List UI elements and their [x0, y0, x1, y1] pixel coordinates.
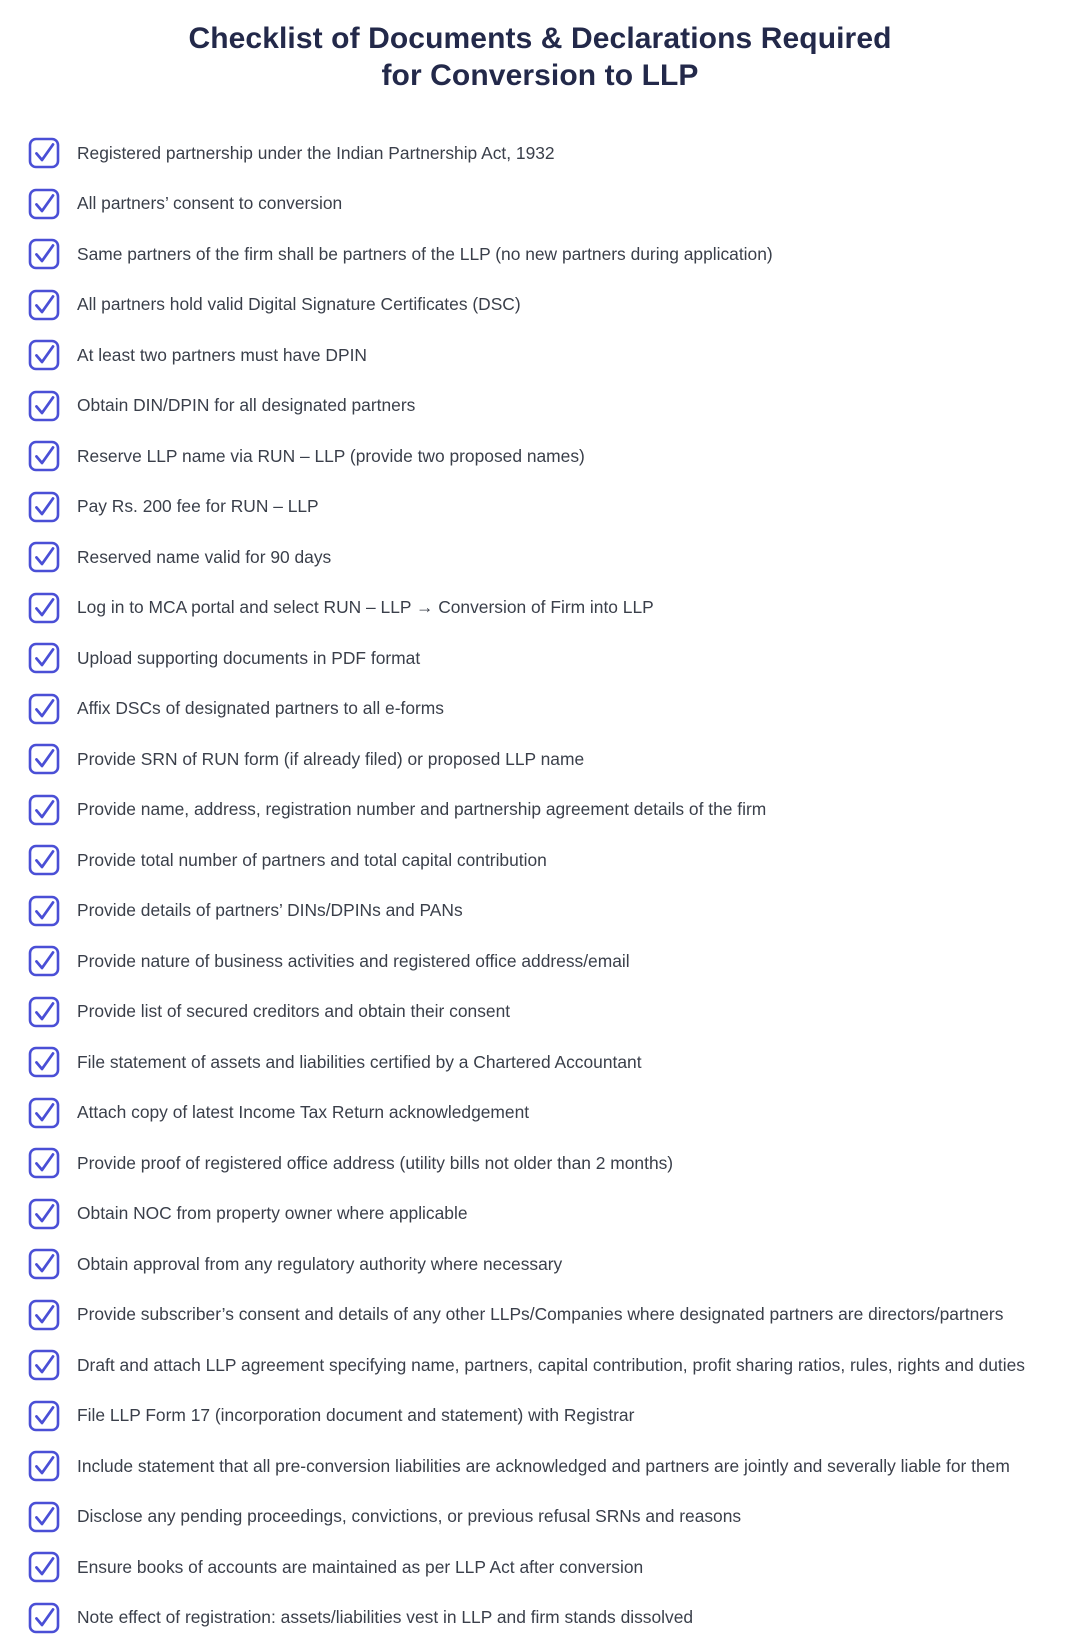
checklist-item-17	[28, 936, 1080, 987]
checked-checkbox-icon[interactable]	[28, 1097, 60, 1129]
checked-checkbox-icon[interactable]	[28, 794, 60, 826]
checked-checkbox-icon[interactable]	[28, 895, 60, 927]
checklist-item-label: Ensure books of accounts are maintained as per LLP Act after conversion	[77, 1557, 643, 1578]
checklist-item-label: Provide subscriber’s consent and details of any other LLPs/Companies where designated partners are directors/partners	[77, 1304, 1003, 1325]
checklist-item-19	[28, 1037, 1080, 1088]
checklist-item-23	[28, 1239, 1080, 1290]
checklist-item-18	[28, 987, 1080, 1038]
checklist-item-13	[28, 734, 1080, 785]
checklist-item-label: Note effect of registration: assets/liabilities vest in LLP and firm stands dissolved	[77, 1607, 693, 1628]
checklist-item-label: Provide SRN of RUN form (if already filed) or proposed LLP name	[77, 749, 584, 770]
checklist-item-label: Provide name, address, registration number and partnership agreement details of the firm	[77, 799, 766, 820]
checklist-item-10	[28, 583, 1080, 634]
checked-checkbox-icon[interactable]	[28, 137, 60, 169]
checklist-item-label: File statement of assets and liabilities certified by a Chartered Accountant	[77, 1052, 642, 1073]
checklist-item-3	[28, 229, 1080, 280]
checked-checkbox-icon[interactable]	[28, 1349, 60, 1381]
checklist-item-2	[28, 179, 1080, 230]
checked-checkbox-icon[interactable]	[28, 390, 60, 422]
checklist-item-30	[28, 1593, 1080, 1643]
checked-checkbox-icon[interactable]	[28, 693, 60, 725]
checklist-item-label: Provide total number of partners and total capital contribution	[77, 850, 547, 871]
checklist-item-25	[28, 1340, 1080, 1391]
checklist-item-label: Include statement that all pre-conversion liabilities are acknowledged and partners are jointly and severally liable for them	[77, 1456, 1010, 1477]
checked-checkbox-icon[interactable]	[28, 339, 60, 371]
checklist-item-24	[28, 1290, 1080, 1341]
checked-checkbox-icon[interactable]	[28, 188, 60, 220]
checked-checkbox-icon[interactable]	[28, 1602, 60, 1634]
checklist-item-label: All partners’ consent to conversion	[77, 193, 342, 214]
checklist-item-26	[28, 1391, 1080, 1442]
checklist-item-4	[28, 280, 1080, 331]
checklist-item-label: Provide nature of business activities and registered office address/email	[77, 951, 630, 972]
checked-checkbox-icon[interactable]	[28, 1400, 60, 1432]
page-title-line-1: Checklist of Documents & Declarations Required	[0, 20, 1080, 57]
checklist-item-29	[28, 1542, 1080, 1593]
page-title	[0, 0, 1080, 94]
checked-checkbox-icon[interactable]	[28, 996, 60, 1028]
checklist-item-21	[28, 1138, 1080, 1189]
checked-checkbox-icon[interactable]	[28, 541, 60, 573]
checklist-item-label: Pay Rs. 200 fee for RUN – LLP	[77, 496, 319, 517]
checklist-item-6	[28, 381, 1080, 432]
checklist-item-label: Reserve LLP name via RUN – LLP (provide two proposed names)	[77, 446, 585, 467]
checklist-item-15	[28, 835, 1080, 886]
checklist-item-9	[28, 532, 1080, 583]
checklist-item-11	[28, 633, 1080, 684]
checklist-item-12	[28, 684, 1080, 735]
checklist-item-22	[28, 1189, 1080, 1240]
checklist-item-label: Obtain DIN/DPIN for all designated partners	[77, 395, 415, 416]
checklist-item-8	[28, 482, 1080, 533]
checklist-item-label: Provide proof of registered office address (utility bills not older than 2 months)	[77, 1153, 673, 1174]
checklist-item-label: Same partners of the firm shall be partners of the LLP (no new partners during application)	[77, 244, 773, 265]
checked-checkbox-icon[interactable]	[28, 1248, 60, 1280]
checked-checkbox-icon[interactable]	[28, 440, 60, 472]
checklist-item-14	[28, 785, 1080, 836]
checklist-item-label: Provide details of partners’ DINs/DPINs and PANs	[77, 900, 463, 921]
checked-checkbox-icon[interactable]	[28, 1198, 60, 1230]
checklist-item-label: Log in to MCA portal and select RUN – LLP → Conversion of Firm into LLP	[77, 597, 654, 618]
checklist-item-label: Reserved name valid for 90 days	[77, 547, 331, 568]
checklist-item-1	[28, 128, 1080, 179]
checked-checkbox-icon[interactable]	[28, 1551, 60, 1583]
checklist-item-label: Obtain approval from any regulatory authority where necessary	[77, 1254, 562, 1275]
checked-checkbox-icon[interactable]	[28, 1147, 60, 1179]
checked-checkbox-icon[interactable]	[28, 592, 60, 624]
checked-checkbox-icon[interactable]	[28, 1450, 60, 1482]
checklist-item-20	[28, 1088, 1080, 1139]
checked-checkbox-icon[interactable]	[28, 844, 60, 876]
checklist-item-label: Affix DSCs of designated partners to all e-forms	[77, 698, 444, 719]
checked-checkbox-icon[interactable]	[28, 1046, 60, 1078]
checked-checkbox-icon[interactable]	[28, 743, 60, 775]
checklist-item-28	[28, 1492, 1080, 1543]
checklist-item-label: Obtain NOC from property owner where applicable	[77, 1203, 468, 1224]
checklist-item-label: Draft and attach LLP agreement specifying name, partners, capital contribution, profit sharing ratios, rules, rights and duties	[77, 1355, 1025, 1376]
checklist-item-7	[28, 431, 1080, 482]
checklist-item-label: File LLP Form 17 (incorporation document and statement) with Registrar	[77, 1405, 634, 1426]
checked-checkbox-icon[interactable]	[28, 1501, 60, 1533]
checked-checkbox-icon[interactable]	[28, 289, 60, 321]
checked-checkbox-icon[interactable]	[28, 491, 60, 523]
checklist	[28, 128, 1080, 1643]
checked-checkbox-icon[interactable]	[28, 1299, 60, 1331]
checklist-item-label: Disclose any pending proceedings, convictions, or previous refusal SRNs and reasons	[77, 1506, 741, 1527]
checklist-item-27	[28, 1441, 1080, 1492]
checklist-item-label: All partners hold valid Digital Signature Certificates (DSC)	[77, 294, 521, 315]
checklist-item-label: Registered partnership under the Indian Partnership Act, 1932	[77, 143, 555, 164]
checklist-item-16	[28, 886, 1080, 937]
page-title-line-2: for Conversion to LLP	[0, 57, 1080, 94]
checklist-item-label: Provide list of secured creditors and obtain their consent	[77, 1001, 510, 1022]
checked-checkbox-icon[interactable]	[28, 238, 60, 270]
checklist-item-5	[28, 330, 1080, 381]
checked-checkbox-icon[interactable]	[28, 945, 60, 977]
checked-checkbox-icon[interactable]	[28, 642, 60, 674]
checklist-item-label: At least two partners must have DPIN	[77, 345, 367, 366]
checklist-item-label: Attach copy of latest Income Tax Return acknowledgement	[77, 1102, 529, 1123]
checklist-item-label: Upload supporting documents in PDF format	[77, 648, 420, 669]
